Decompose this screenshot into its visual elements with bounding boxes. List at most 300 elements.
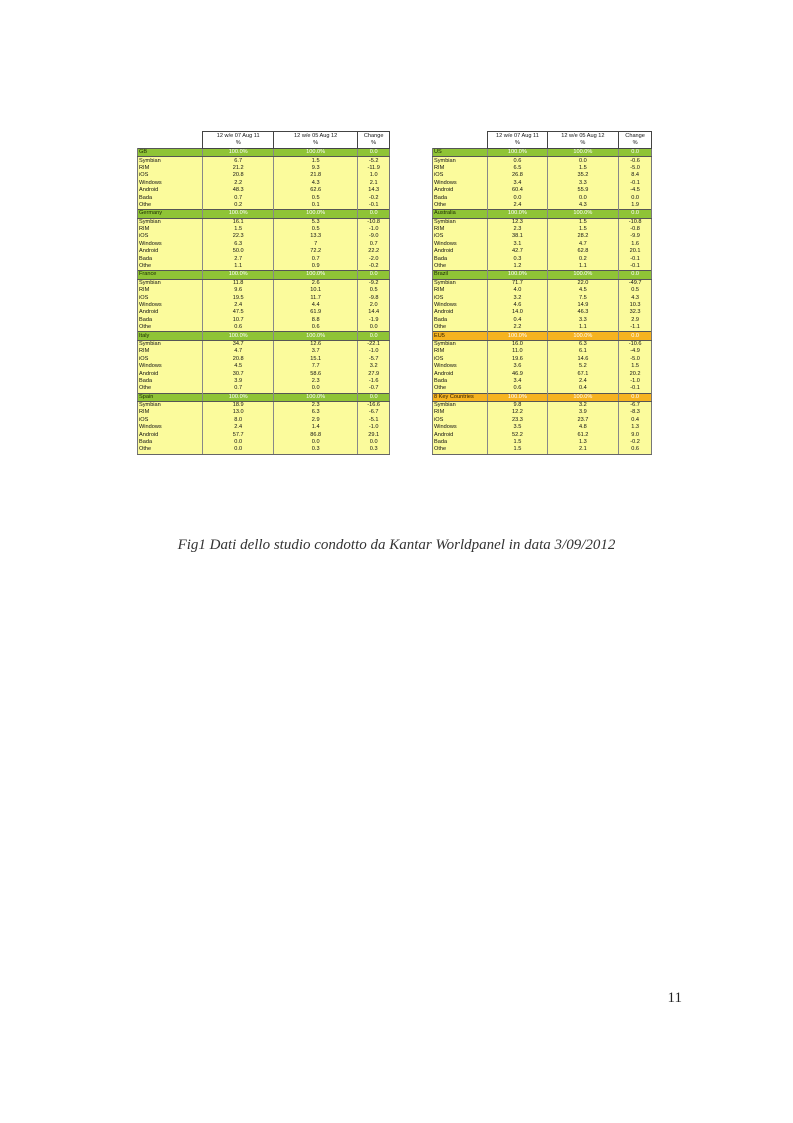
os-name: RIM (138, 165, 203, 172)
os-name: RIM (433, 287, 488, 294)
os-name: RIM (433, 226, 488, 233)
os-name: iOS (138, 356, 203, 363)
os-name: iOS (433, 417, 488, 424)
os-row (433, 157, 652, 165)
os-value: 3.3 (547, 180, 619, 187)
os-value: -5.0 (619, 356, 652, 363)
os-name: Windows (433, 424, 488, 431)
os-value: 35.2 (547, 172, 619, 179)
os-value: 2.4 (203, 424, 274, 431)
os-row (433, 409, 652, 416)
os-row (138, 446, 390, 454)
os-name: Bada (433, 194, 488, 201)
os-value: 0.6 (488, 157, 547, 165)
os-value: 7.7 (274, 363, 358, 370)
column-header: 12 w/e 07 Aug 11 % (203, 132, 274, 149)
os-value: 3.3 (547, 317, 619, 324)
os-value: 0.3 (358, 446, 390, 454)
os-value: -8.3 (619, 409, 652, 416)
os-value: 15.1 (274, 356, 358, 363)
os-value: 9.3 (274, 165, 358, 172)
os-row (138, 172, 390, 179)
country-total-cell: 0.0 (619, 210, 652, 218)
os-value: -4.9 (619, 348, 652, 355)
os-value: 3.4 (488, 378, 547, 385)
os-name: Android (138, 370, 203, 377)
os-name: Bada (433, 378, 488, 385)
os-value: 19.5 (203, 294, 274, 301)
os-value: 61.9 (274, 309, 358, 316)
os-value: 29.1 (358, 431, 390, 438)
country-total-cell: 0.0 (358, 332, 390, 340)
os-value: -0.1 (619, 180, 652, 187)
os-row (138, 165, 390, 172)
os-value: -10.6 (619, 340, 652, 348)
os-value: 3.2 (488, 294, 547, 301)
os-name: Bada (433, 317, 488, 324)
column-header: Change % (358, 132, 390, 149)
country-total-cell: 100.0% (274, 271, 358, 279)
os-row (433, 378, 652, 385)
os-value: 23.7 (547, 417, 619, 424)
country-name: EU5 (433, 332, 488, 340)
os-name: Windows (433, 302, 488, 309)
os-row (138, 157, 390, 165)
os-name: iOS (433, 172, 488, 179)
os-value: 21.2 (203, 165, 274, 172)
os-row (433, 279, 652, 287)
os-value: 23.3 (488, 417, 547, 424)
os-value: 61.2 (547, 431, 619, 438)
os-row (433, 248, 652, 255)
os-row (433, 255, 652, 262)
os-row (433, 165, 652, 172)
os-name: Symbian (138, 340, 203, 348)
os-row (138, 401, 390, 409)
os-row (433, 385, 652, 393)
os-value: 2.2 (203, 180, 274, 187)
os-value: 4.3 (619, 294, 652, 301)
os-value: 3.2 (547, 401, 619, 409)
os-value: -1.0 (358, 348, 390, 355)
os-value: 14.3 (358, 187, 390, 194)
os-row (138, 417, 390, 424)
os-value: -5.1 (358, 417, 390, 424)
os-row (138, 324, 390, 332)
country-total-cell: 0.0 (619, 149, 652, 157)
os-value: 14.4 (358, 309, 390, 316)
country-total-cell: 0.0 (358, 393, 390, 401)
column-header: Change % (619, 132, 652, 149)
os-row (138, 424, 390, 431)
country-total-row (138, 210, 390, 218)
os-value: 1.5 (619, 363, 652, 370)
os-value: 14.9 (547, 302, 619, 309)
os-value: 0.0 (358, 324, 390, 332)
os-value: 8.8 (274, 317, 358, 324)
country-total-cell: 0.0 (619, 271, 652, 279)
os-value: 0.3 (274, 446, 358, 454)
country-total-cell: 0.0 (358, 210, 390, 218)
os-value: 0.7 (274, 255, 358, 262)
os-value: 14.0 (488, 309, 547, 316)
os-value: 48.3 (203, 187, 274, 194)
os-value: 3.7 (274, 348, 358, 355)
os-value: 4.4 (274, 302, 358, 309)
os-value: -0.7 (358, 385, 390, 393)
os-name: Bada (138, 317, 203, 324)
os-value: 2.3 (274, 378, 358, 385)
os-value: -1.6 (358, 378, 390, 385)
os-name: Symbian (138, 401, 203, 409)
os-value: 11.7 (274, 294, 358, 301)
os-value: 58.6 (274, 370, 358, 377)
os-value: 10.3 (619, 302, 652, 309)
os-row (433, 180, 652, 187)
os-row (433, 263, 652, 271)
os-row (138, 370, 390, 377)
os-value: 0.6 (203, 324, 274, 332)
os-value: 12.6 (274, 340, 358, 348)
os-value: 71.7 (488, 279, 547, 287)
os-value: 3.5 (488, 424, 547, 431)
os-name: Bada (433, 255, 488, 262)
os-row (138, 302, 390, 309)
country-total-cell: 100.0% (488, 271, 547, 279)
page-number: 11 (667, 990, 682, 1006)
os-value: 0.1 (274, 202, 358, 210)
os-row (138, 233, 390, 240)
figure-caption: Fig1 Dati dello studio condotto da Kantar Worldpanel in data 3/09/2012 (177, 537, 616, 553)
os-value: 4.8 (547, 424, 619, 431)
os-value: 32.3 (619, 309, 652, 316)
os-value: 6.5 (488, 165, 547, 172)
os-row (433, 424, 652, 431)
country-total-cell: 0.0 (619, 332, 652, 340)
os-value: 12.2 (488, 409, 547, 416)
os-value: 0.4 (547, 385, 619, 393)
country-total-cell: 100.0% (488, 149, 547, 157)
os-value: 0.5 (274, 226, 358, 233)
os-value: 14.6 (547, 356, 619, 363)
os-row (138, 180, 390, 187)
os-value: 1.5 (547, 165, 619, 172)
os-row (433, 241, 652, 248)
os-value: 0.4 (619, 417, 652, 424)
os-value: 1.9 (619, 202, 652, 210)
os-value: 28.2 (547, 233, 619, 240)
os-row (433, 302, 652, 309)
os-value: 0.5 (274, 194, 358, 201)
country-name: Brazil (433, 271, 488, 279)
country-total-cell: 100.0% (488, 393, 547, 401)
os-name: Android (433, 248, 488, 255)
country-total-cell: 100.0% (274, 149, 358, 157)
os-name: Symbian (433, 218, 488, 226)
os-value: -11.9 (358, 165, 390, 172)
os-value: 2.4 (488, 202, 547, 210)
os-value: 4.5 (547, 287, 619, 294)
country-name: US (433, 149, 488, 157)
os-value: -6.7 (619, 401, 652, 409)
os-name: Symbian (138, 218, 203, 226)
os-name: Othe (138, 385, 203, 393)
os-value: 20.1 (619, 248, 652, 255)
os-name: Android (138, 248, 203, 255)
os-row (138, 202, 390, 210)
os-value: -0.2 (619, 439, 652, 446)
os-name: iOS (138, 294, 203, 301)
os-value: 20.8 (203, 172, 274, 179)
os-row (138, 378, 390, 385)
os-name: Othe (138, 446, 203, 454)
os-name: Othe (433, 324, 488, 332)
os-value: -1.0 (619, 378, 652, 385)
os-name: Othe (433, 385, 488, 393)
os-value: 0.7 (203, 385, 274, 393)
os-value: 22.2 (358, 248, 390, 255)
os-value: 20.8 (203, 356, 274, 363)
os-name: Bada (138, 255, 203, 262)
os-value: 13.0 (203, 409, 274, 416)
os-value: 2.1 (358, 180, 390, 187)
country-total-cell: 100.0% (547, 393, 619, 401)
os-row (138, 431, 390, 438)
os-row (433, 401, 652, 409)
os-value: 5.3 (274, 218, 358, 226)
os-row (138, 409, 390, 416)
country-total-cell: 100.0% (547, 210, 619, 218)
os-value: 1.1 (547, 324, 619, 332)
country-name: Germany (138, 210, 203, 218)
os-value: 0.2 (203, 202, 274, 210)
os-name: iOS (138, 172, 203, 179)
os-value: 1.5 (488, 439, 547, 446)
os-value: 34.7 (203, 340, 274, 348)
os-value: 16.1 (203, 218, 274, 226)
os-row (433, 356, 652, 363)
os-row (433, 226, 652, 233)
os-value: 30.7 (203, 370, 274, 377)
os-name: Android (138, 309, 203, 316)
os-row (138, 194, 390, 201)
os-row (138, 309, 390, 316)
os-value: 8.4 (619, 172, 652, 179)
os-name: Android (433, 309, 488, 316)
os-value: 0.4 (488, 317, 547, 324)
country-total-cell: 0.0 (358, 271, 390, 279)
os-value: 0.7 (358, 241, 390, 248)
os-value: -0.2 (358, 194, 390, 201)
country-total-row (433, 149, 652, 157)
os-value: 0.5 (619, 287, 652, 294)
os-value: 55.9 (547, 187, 619, 194)
os-value: -0.1 (619, 263, 652, 271)
os-value: 1.6 (619, 241, 652, 248)
os-value: 46.3 (547, 309, 619, 316)
os-name: Android (433, 431, 488, 438)
os-value: -0.8 (619, 226, 652, 233)
os-name: Windows (433, 363, 488, 370)
os-row (433, 324, 652, 332)
os-value: 0.3 (488, 255, 547, 262)
country-total-row (138, 271, 390, 279)
os-value: 0.0 (488, 194, 547, 201)
os-value: 9.8 (488, 401, 547, 409)
os-row (138, 348, 390, 355)
country-total-cell: 100.0% (488, 210, 547, 218)
os-value: 18.9 (203, 401, 274, 409)
os-value: -9.9 (619, 233, 652, 240)
os-value: 3.4 (488, 180, 547, 187)
os-value: 62.8 (547, 248, 619, 255)
column-header: 12 w/e 07 Aug 11 % (488, 132, 547, 149)
os-name: Symbian (433, 279, 488, 287)
os-name: Windows (138, 424, 203, 431)
os-value: 1.5 (203, 226, 274, 233)
os-value: 0.2 (547, 255, 619, 262)
os-value: 6.3 (547, 340, 619, 348)
os-row (433, 294, 652, 301)
os-row (138, 241, 390, 248)
country-name: GB (138, 149, 203, 157)
os-name: iOS (138, 233, 203, 240)
os-row (433, 194, 652, 201)
country-total-cell: 100.0% (203, 332, 274, 340)
os-value: 1.5 (547, 226, 619, 233)
os-value: 2.9 (619, 317, 652, 324)
os-value: -9.0 (358, 233, 390, 240)
country-total-row (433, 271, 652, 279)
os-value: -2.0 (358, 255, 390, 262)
os-value: 5.2 (547, 363, 619, 370)
os-value: 57.7 (203, 431, 274, 438)
os-row (433, 431, 652, 438)
os-name: RIM (433, 348, 488, 355)
os-row (138, 294, 390, 301)
os-value: -9.2 (358, 279, 390, 287)
os-name: Symbian (433, 401, 488, 409)
os-name: Bada (138, 439, 203, 446)
os-value: 6.7 (203, 157, 274, 165)
os-value: 0.7 (203, 194, 274, 201)
os-value: 72.2 (274, 248, 358, 255)
os-value: -1.1 (619, 324, 652, 332)
os-value: 1.2 (488, 263, 547, 271)
os-value: 2.0 (358, 302, 390, 309)
os-name: RIM (433, 165, 488, 172)
country-name: Australia (433, 210, 488, 218)
os-value: -49.7 (619, 279, 652, 287)
os-value: -5.0 (619, 165, 652, 172)
os-value: 38.1 (488, 233, 547, 240)
os-value: 50.0 (203, 248, 274, 255)
os-name: RIM (433, 409, 488, 416)
os-name: Othe (138, 263, 203, 271)
country-total-row (433, 393, 652, 401)
os-name: Othe (433, 446, 488, 454)
os-value: 20.2 (619, 370, 652, 377)
os-name: Symbian (433, 340, 488, 348)
os-value: 11.0 (488, 348, 547, 355)
os-value: 1.1 (547, 263, 619, 271)
os-value: 0.5 (358, 287, 390, 294)
country-total-row (138, 149, 390, 157)
os-value: 9.0 (619, 431, 652, 438)
os-name: iOS (433, 356, 488, 363)
os-value: -22.1 (358, 340, 390, 348)
left-os-share-table (137, 131, 390, 455)
os-value: 4.6 (488, 302, 547, 309)
column-header: 12 w/e 05 Aug 12 % (274, 132, 358, 149)
os-value: 2.6 (274, 279, 358, 287)
os-value: 7.5 (547, 294, 619, 301)
os-row (138, 385, 390, 393)
os-row (138, 340, 390, 348)
os-value: 4.7 (203, 348, 274, 355)
os-value: -1.0 (358, 226, 390, 233)
right-os-share-table (432, 131, 652, 455)
os-value: 46.9 (488, 370, 547, 377)
country-name: Spain (138, 393, 203, 401)
os-value: 6.3 (203, 241, 274, 248)
country-name: France (138, 271, 203, 279)
os-row (433, 202, 652, 210)
os-value: 26.8 (488, 172, 547, 179)
country-total-cell: 0.0 (619, 393, 652, 401)
os-row (138, 279, 390, 287)
os-name: Windows (433, 241, 488, 248)
os-value: 27.9 (358, 370, 390, 377)
os-row (138, 317, 390, 324)
country-total-cell: 100.0% (488, 332, 547, 340)
country-total-cell: 100.0% (547, 271, 619, 279)
country-total-row (433, 210, 652, 218)
os-value: 1.5 (547, 218, 619, 226)
os-row (138, 187, 390, 194)
os-value: -10.8 (619, 218, 652, 226)
os-value: 52.2 (488, 431, 547, 438)
os-value: 3.9 (203, 378, 274, 385)
os-value: 62.6 (274, 187, 358, 194)
os-name: iOS (433, 233, 488, 240)
os-value: 0.0 (203, 439, 274, 446)
country-total-cell: 100.0% (203, 210, 274, 218)
os-row (433, 287, 652, 294)
os-value: 0.9 (274, 263, 358, 271)
os-name: Symbian (138, 157, 203, 165)
os-row (138, 356, 390, 363)
os-value: 4.0 (488, 287, 547, 294)
os-row (433, 446, 652, 454)
os-name: Othe (138, 324, 203, 332)
country-total-cell: 100.0% (274, 393, 358, 401)
os-value: 2.9 (274, 417, 358, 424)
os-value: -10.8 (358, 218, 390, 226)
os-value: -0.6 (619, 157, 652, 165)
os-name: Android (433, 370, 488, 377)
os-value: 2.1 (547, 446, 619, 454)
os-value: 19.6 (488, 356, 547, 363)
os-row (433, 187, 652, 194)
os-row (138, 248, 390, 255)
header-blank (433, 132, 488, 149)
os-name: Windows (138, 180, 203, 187)
country-name: 8 Key Countries (433, 393, 488, 401)
os-value: 0.0 (547, 157, 619, 165)
country-total-cell: 100.0% (274, 210, 358, 218)
os-value: 16.0 (488, 340, 547, 348)
